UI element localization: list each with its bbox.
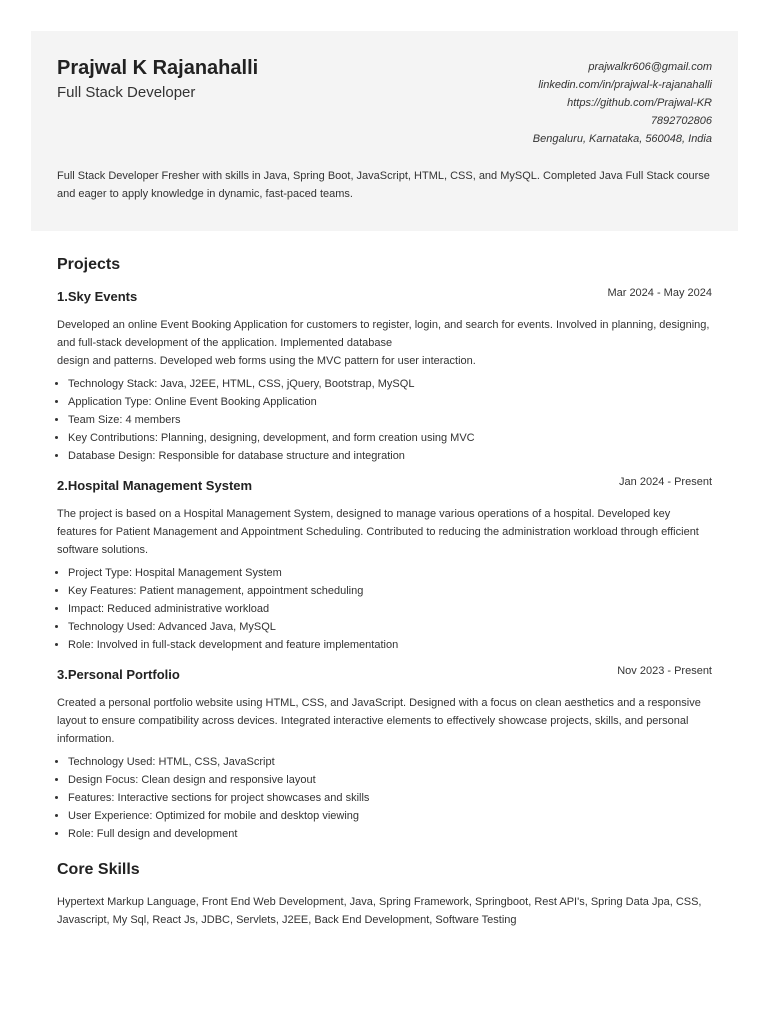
contact-linkedin[interactable]: linkedin.com/in/prajwal-k-rajanahalli (538, 79, 712, 91)
project-description (57, 316, 712, 370)
list-item: • Technology Used: HTML, CSS, JavaScript (68, 753, 712, 771)
contact-github[interactable]: https://github.com/Prajwal-KR (567, 97, 712, 109)
project-details-list (57, 564, 712, 654)
list-item: • Design Focus: Clean design and responsive layout (68, 771, 712, 789)
list-item: • Role: Involved in full-stack development and feature implementation (68, 636, 712, 654)
list-item: • Technology Used: Advanced Java, MySQL (68, 618, 712, 636)
contact-email[interactable]: prajwalkr606@gmail.com (588, 61, 712, 73)
project-description-line: The project is based on a Hospital Management System, designed to manage various operations of a hospital. Developed key features for Patient Management and Appointment Scheduling. Contributed to reducing the administration workload through efficient software solutions. (57, 508, 699, 556)
list-item: • Project Type: Hospital Management System (68, 564, 712, 582)
list-item: • Application Type: Online Event Booking Application (68, 393, 712, 411)
project-description (57, 694, 712, 748)
project-details-list (57, 375, 712, 465)
project-title: 1.Sky Events (57, 289, 138, 304)
project-title: 3.Personal Portfolio (57, 667, 180, 682)
contact-address: Bengaluru, Karnataka, 560048, India (532, 133, 712, 145)
candidate-name: Prajwal K Rajanahalli (57, 57, 259, 79)
list-item: • Database Design: Responsible for database structure and integration (68, 447, 712, 465)
project-date: Mar 2024 - May 2024 (607, 287, 712, 299)
list-item: • Technology Stack: Java, J2EE, HTML, CSS, jQuery, Bootstrap, MySQL (68, 375, 712, 393)
list-item: • Key Contributions: Planning, designing, development, and form creation using MVC (68, 429, 712, 447)
project-sky-events (57, 289, 712, 465)
project-details-list (57, 753, 712, 843)
list-item: • Impact: Reduced administrative workload (68, 600, 712, 618)
project-title: 2.Hospital Management System (57, 478, 253, 493)
project-description (57, 505, 712, 559)
candidate-role: Full Stack Developer (57, 84, 196, 101)
project-date: Jan 2024 - Present (619, 476, 712, 488)
list-item: • Team Size: 4 members (68, 411, 712, 429)
core-skills-text: Hypertext Markup Language, Front End Web Development, Java, Spring Framework, Springboot, Rest API's, Spring Data Jpa, CSS, Javascript, My Sql, React Js, JDBC, Servlets, J2EE, Back End Development, Software Testing (57, 896, 702, 926)
project-personal-portfolio (57, 667, 712, 843)
projects-heading: Projects (57, 256, 121, 273)
list-item: • Role: Full design and development (68, 825, 712, 843)
list-item: • User Experience: Optimized for mobile and desktop viewing (68, 807, 712, 825)
project-hospital-management (57, 478, 712, 654)
project-description-line: Developed an online Event Booking Application for customers to register, login, and search for events. Involved in planning, designing, and full-stack development of the application. Implemented database (57, 319, 710, 349)
core-skills-heading: Core Skills (57, 861, 140, 878)
resume-header (31, 31, 738, 231)
project-date: Nov 2023 - Present (617, 665, 712, 677)
project-description-line: design and patterns. Developed web forms using the MVC pattern for user interaction. (57, 355, 476, 367)
profile-summary: Full Stack Developer Fresher with skills in Java, Spring Boot, JavaScript, HTML, CSS, and MySQL. Completed Java Full Stack course and eager to apply knowledge in dynamic, fast-paced teams. (57, 170, 710, 200)
contact-phone: 7892702806 (650, 115, 712, 127)
list-item: • Key Features: Patient management, appointment scheduling (68, 582, 712, 600)
contact-info (533, 58, 712, 148)
project-description-line: Created a personal portfolio website using HTML, CSS, and JavaScript. Designed with a focus on clean aesthetics and a responsive layout to ensure compatibility across devices. Integrated interactive elements to effectively showcase projects, skills, and personal information. (57, 697, 701, 745)
list-item: • Features: Interactive sections for project showcases and skills (68, 789, 712, 807)
